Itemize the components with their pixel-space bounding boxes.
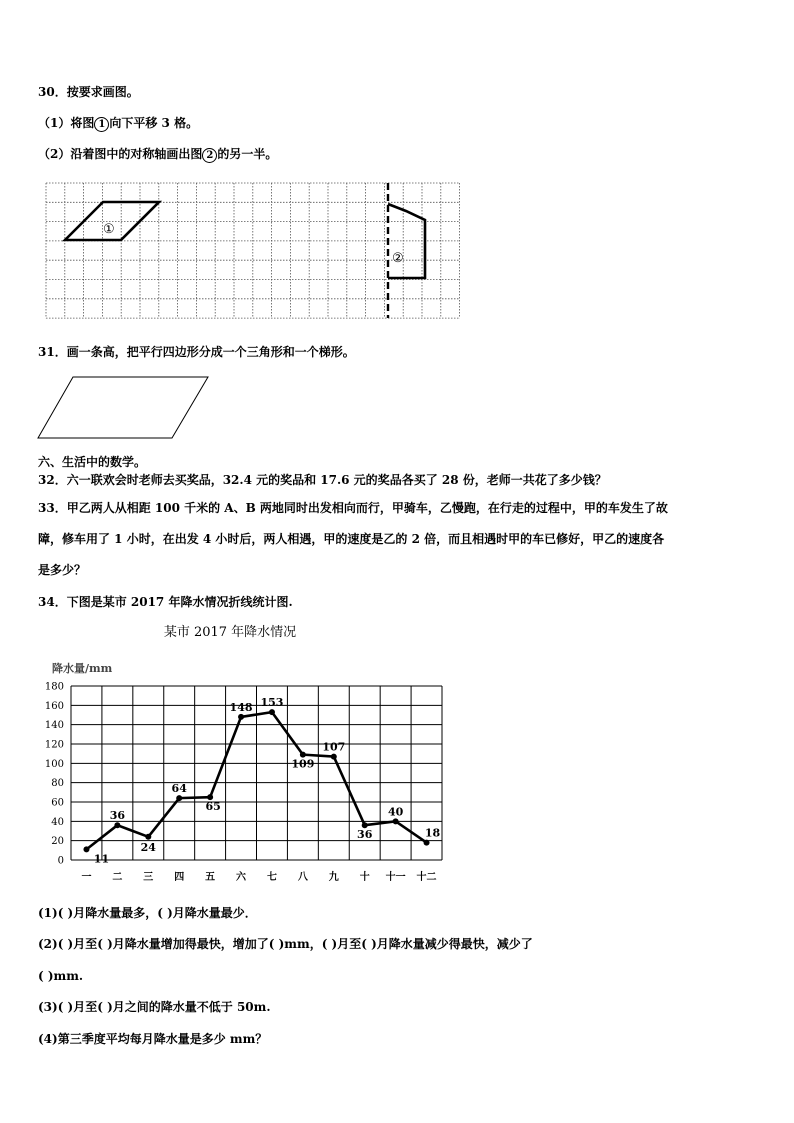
y-tick-label: 100: [44, 758, 64, 770]
x-tick-label: 九: [328, 872, 339, 883]
y-tick-label: 120: [44, 739, 64, 751]
y-tick-label: 80: [51, 778, 64, 790]
data-label: 40: [387, 805, 404, 819]
x-tick-label: 十二: [416, 872, 437, 883]
data-point: [145, 834, 151, 840]
data-label: 107: [322, 740, 346, 754]
data-point: [331, 754, 337, 760]
q30-title: 30．按要求画图。: [38, 85, 139, 99]
y-tick-label: 20: [51, 836, 64, 848]
y-tick-label: 40: [51, 816, 64, 828]
x-tick-label: 一: [81, 872, 92, 883]
data-point: [114, 822, 120, 828]
x-tick-label: 二: [112, 872, 123, 883]
q34-sub3: (3)( )月至( )月之间的降水量不低于 50m.: [38, 1000, 271, 1014]
q32-text: 32．六一联欢会时老师去买奖品，32.4 元的奖品和 17.6 元的奖品各买了 28 份，老师一共花了多少钱？: [38, 473, 607, 487]
circle-1-icon: 1: [94, 117, 109, 132]
precipitation-line-chart: [0, 618, 794, 888]
q30-item2-suffix: 的另一半。: [217, 147, 278, 161]
q33-line1: 33．甲乙两人从相距 100 千米的 A、B 两地同时出发相向而行，甲骑车，乙慢跑，在行走的过程中，甲的车发生了故: [38, 501, 668, 515]
q34-sub4: (4)第三季度平均每月降水量是多少 mm？: [38, 1032, 268, 1046]
chart-title: 某市 2017 年降水情况: [163, 625, 297, 640]
data-label: 36: [109, 809, 126, 823]
section-6-heading: 六、生活中的数学。: [38, 455, 147, 469]
x-tick-label: 七: [266, 872, 277, 883]
y-tick-label: 60: [51, 797, 64, 809]
shape-2-label: ②: [392, 251, 404, 266]
data-label: 109: [291, 757, 315, 771]
x-tick-label: 八: [297, 872, 308, 883]
data-label: 64: [171, 782, 187, 796]
data-point: [238, 714, 244, 720]
data-point: [393, 818, 399, 824]
q30-grid-figure: [0, 0, 794, 330]
x-tick-label: 三: [143, 872, 154, 883]
x-tick-label: 四: [174, 872, 185, 883]
y-tick-label: 0: [57, 855, 64, 867]
circle-2-icon: 2: [202, 148, 217, 163]
x-tick-label: 六: [236, 872, 247, 883]
data-label: 65: [205, 800, 221, 814]
q31-text: 31．画一条高，把平行四边形分成一个三角形和一个梯形。: [38, 345, 355, 359]
data-label: 153: [260, 696, 284, 710]
data-point: [176, 795, 182, 801]
data-label: 11: [93, 852, 110, 866]
y-tick-label: 180: [44, 681, 64, 693]
q33-line2: 障，修车用了 1 小时，在出发 4 小时后，两人相遇，甲的速度是乙的 2 倍，而且相遇时甲的车已修好，甲乙的速度各: [38, 532, 665, 546]
data-point: [269, 709, 275, 715]
y-axis-label: 降水量/mm: [52, 662, 113, 675]
x-tick-label: 十一: [385, 872, 406, 883]
shape-1-label: ①: [103, 222, 115, 237]
q30-item1-suffix: 向下平移 3 格。: [109, 116, 199, 130]
q34-sub2: (2)( )月至( )月降水量增加得最快，增加了( )mm，( )月至( )月降水量减少得最快，减少了: [38, 937, 533, 951]
q30-item1-prefix: （1）将图: [38, 116, 95, 130]
parallelogram-shape: [38, 377, 208, 438]
q34-sub2b: ( )mm.: [38, 969, 84, 983]
data-label: 18: [424, 826, 441, 840]
data-point: [83, 846, 89, 852]
x-tick-label: 五: [205, 872, 216, 883]
q34-text: 34．下图是某市 2017 年降水情况折线统计图.: [38, 595, 293, 609]
x-tick-label: 十: [359, 872, 370, 883]
data-label: 148: [229, 700, 253, 714]
data-label: 36: [357, 828, 373, 842]
q30-item2-prefix: （2）沿着图中的对称轴画出图: [38, 147, 203, 161]
q31-figure: [0, 370, 794, 450]
q34-sub1: (1)( )月降水量最多，( )月降水量最少．: [38, 906, 257, 920]
q33-line3: 是多少？: [38, 563, 87, 577]
y-tick-label: 160: [44, 700, 64, 712]
data-point: [424, 840, 430, 846]
y-tick-label: 140: [44, 720, 64, 732]
data-label: 24: [140, 840, 156, 854]
